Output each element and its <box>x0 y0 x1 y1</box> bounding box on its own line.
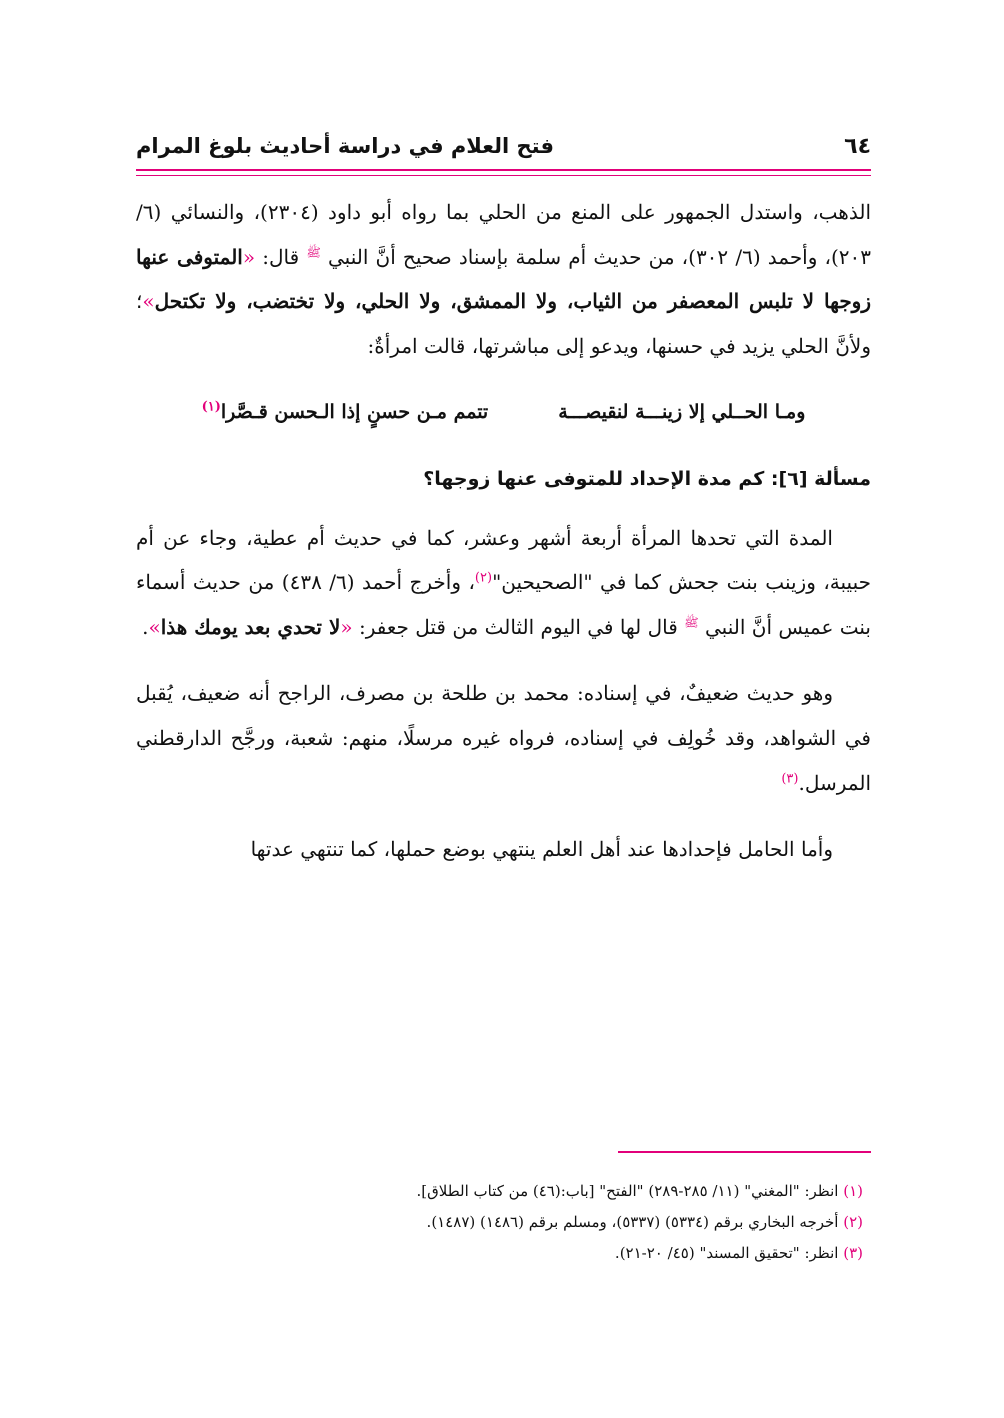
paragraph-text: . <box>142 614 149 639</box>
header-rule-thin <box>136 175 871 176</box>
paragraph-text: ، وأخرج أحمد (٦/ ٤٣٨) من حديث أسماء بنت عميس أنَّ النبي <box>136 570 871 639</box>
issue-heading: مسألة [٦]: كم مدة الإحداد للمتوفى عنها زوجها؟ <box>423 467 871 490</box>
running-title: فتح العلام في دراسة أحاديث بلوغ المرام <box>136 134 554 158</box>
paragraph-1 <box>136 190 871 368</box>
verse-hemistich-2: تتمم مـن حسنٍ إذا الـحسن قـصَّرا <box>220 401 489 424</box>
quote-open-mark: « <box>242 244 256 269</box>
footnote-ref[interactable]: (١) <box>201 400 221 416</box>
footnote-marker: (١) <box>843 1182 863 1200</box>
main-text <box>136 190 871 872</box>
footnote-text: أخرجه البخاري برقم (٥٣٣٤) (٥٣٣٧)، ومسلم برقم (١٤٨٦) (١٤٨٧). <box>426 1213 839 1231</box>
footnote-text: انظر: "تحقيق المسند" (٤٥/ ٢٠-٢١). <box>614 1244 839 1262</box>
footnote-ref[interactable]: (٢) <box>474 570 493 586</box>
salawat-symbol: ﷺ <box>306 244 321 259</box>
verse-hemistich-2-wrap <box>202 390 489 435</box>
paragraph-text: الذهب، واستدل الجمهور على المنع من الحلي بما رواه أبو داود (٢٣٠٤)، والنسائي (٦/ ٢٠٣)، وأحمد (٦/ ٣٠٢)، من حديث أم سلمة بإسناد صحيح أنَّ النبي <box>136 200 872 269</box>
paragraph-2 <box>136 516 871 650</box>
quote-open-mark: « <box>340 614 353 639</box>
header-rule <box>136 169 871 171</box>
footnote-3 <box>136 1238 871 1269</box>
paragraph-text: قال لها في اليوم الثالث من قتل جعفر: <box>358 614 678 639</box>
footnote-separator <box>618 1151 871 1153</box>
footnote-text: انظر: "المغني" (١١/ ٢٨٥-٢٨٩) "الفتح" [باب:(٤٦) من كتاب الطلاق]. <box>416 1182 839 1200</box>
paragraph-text: المدة التي تحدها المرأة أربعة أشهر وعشر، كما في حديث أم عطية، وجاء عن أم حبيبة، وزينب بنت جحش كما في "الصحيحين" <box>136 525 871 595</box>
paragraph-gap <box>136 649 871 671</box>
page-header <box>136 126 871 166</box>
footnote-1 <box>136 1176 871 1207</box>
hadith-text: لا تحدي بعد يومك هذا <box>160 614 341 639</box>
paragraph-text: قال: <box>262 244 300 269</box>
footnote-ref[interactable]: (٣) <box>781 770 799 786</box>
paragraph-text: وأما الحامل فإحدادها عند أهل العلم ينتهي بوضع حملها، كما تنتهي عدتها <box>250 837 833 862</box>
footnote-2 <box>136 1207 871 1238</box>
paragraph-3 <box>136 671 871 805</box>
paragraph-text: وهو حديث ضعيفٌ، في إسناده: محمد بن طلحة بن مصرف، الراجح أنه ضعيف، يُقبل في الشواهد، وقد خُولِف في إسناده، فرواه غيره مرسلًا، منهم: شعبة، ورجَّح الدارقطني المرسل. <box>136 681 871 795</box>
quote-close-mark: » <box>148 614 161 639</box>
footnote-marker: (٢) <box>843 1213 863 1231</box>
footnote-marker: (٣) <box>843 1244 863 1262</box>
page-number: ٦٤ <box>844 133 871 159</box>
verse-hemistich-1: ومـا الحــلي إلا زينـــة لنقيصـــة <box>558 401 806 424</box>
paragraph-text: ؛ ولأنَّ الحلي يزيد في حسنها، ويدعو إلى مباشرتها، قالت امرأةٌ: <box>136 289 871 358</box>
footnotes <box>136 1176 871 1269</box>
poetry-verse <box>136 390 871 435</box>
hadith-text: المتوفى عنها زوجها لا تلبس المعصفر من الثياب، ولا الممشق، ولا الحلي، ولا تختضب، ولا تكتحل <box>136 244 871 314</box>
paragraph-gap <box>136 805 871 827</box>
quote-close-mark: » <box>142 289 155 314</box>
paragraph-4 <box>136 827 871 872</box>
salawat-symbol: ﷺ <box>684 615 699 630</box>
